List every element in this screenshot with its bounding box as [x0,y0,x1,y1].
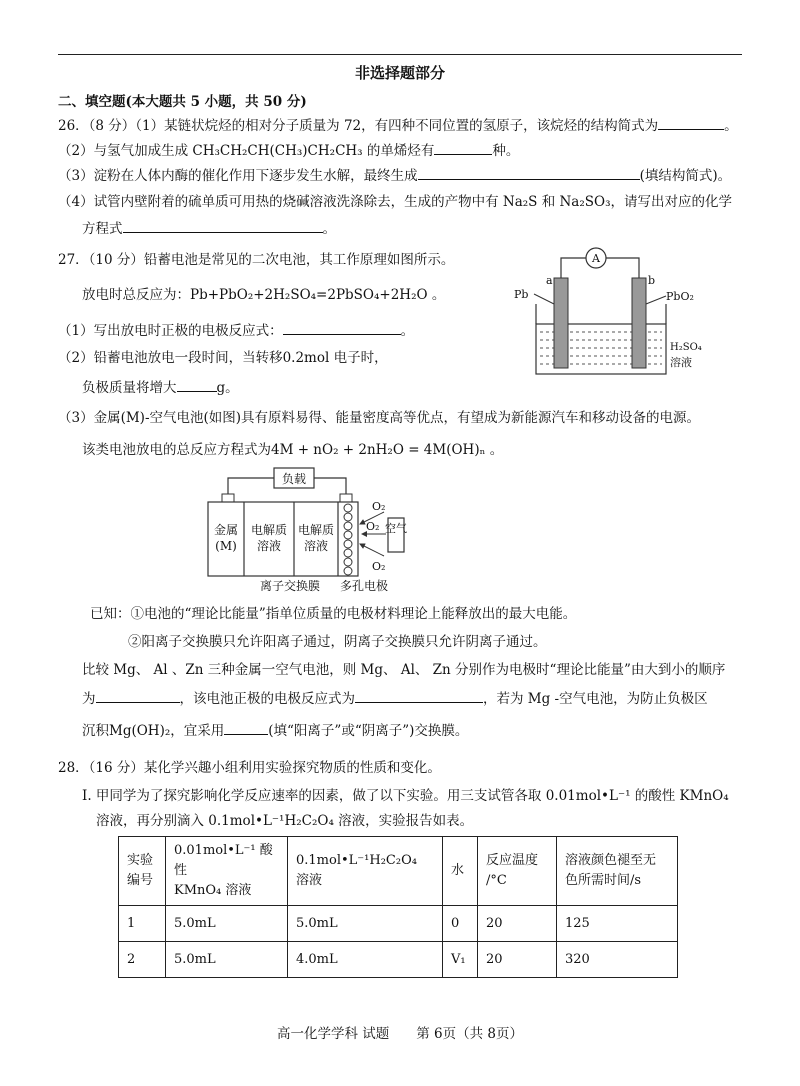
pb-electrode [554,278,568,368]
table-cell: 20 [478,942,557,978]
q27-reaction: 放电时总反应为：Pb+PbO₂+2H₂SO₄=2PbSO₄+2H₂O 。 [82,287,446,303]
table-cell: 4.0mL [288,942,443,978]
table-header-row [119,837,678,906]
q27-part1: （1）写出放电时正极的电极反应式： 。 [58,320,414,341]
table-cell: 5.0mL [166,906,288,942]
svg-text:H₂SO₄: H₂SO₄ [670,342,702,353]
q26-line3: （3）淀粉在人体内酶的催化作用下逐步发生水解，最终生成 (填结构简式)。 [58,165,731,186]
q28-intro: 28．（16 分）某化学兴趣小组利用实验探究物质的性质和变化。 [58,760,441,776]
top-rule [58,54,742,55]
q26-line1: 26．（8 分）（1）某链状烷烃的相对分子质量为 72，有四种不同位置的氢原子，该烷烃的结构简式为 。 [58,115,738,136]
q27-compare2: 为 ，该电池正极的电极反应式为 ，若为 Mg -空气电池，为防止负极区 [82,688,708,709]
table-cell: 5.0mL [288,906,443,942]
experiment-table [118,836,678,978]
q27-known1: 已知：①电池的“理论比能量”指单位质量的电极材料理论上能释放出的最大电能。 [90,606,577,622]
q27-part3: （3）金属(M)-空气电池(如图)具有原料易得、能量密度高等优点，有望成为新能源汽车和移动设备的电源。 [58,410,701,426]
svg-text:b: b [648,274,656,287]
table-cell: 20 [478,906,557,942]
table-header: 0.1mol•L⁻¹H₂C₂O₄ 溶液 [288,837,443,906]
svg-text:空气: 空气 [385,522,407,535]
table-header: 0.01mol•L⁻¹ 酸性 KMnO₄ 溶液 [166,837,288,906]
svg-text:电解质: 电解质 [297,523,335,537]
pbo2-electrode [632,278,646,368]
table-cell: 5.0mL [166,942,288,978]
table-header: 溶液颜色褪至无 色所需时间/s [557,837,678,906]
q27-part3-eq: 该类电池放电的总反应方程式为4M + nO₂ + 2nH₂O = 4M(OH)ₙ 。 [82,442,504,458]
table-cell: 2 [119,942,166,978]
svg-text:电解质: 电解质 [250,523,288,537]
svg-text:离子交换膜: 离子交换膜 [260,579,321,593]
svg-text:PbO₂: PbO₂ [666,290,694,303]
svg-text:Pb: Pb [514,288,529,301]
table-cell: V₁ [443,942,478,978]
svg-text:(M): (M) [215,539,237,553]
table-header: 实验 编号 [119,837,166,906]
q26-line5: 方程式 。 [82,218,336,239]
q27-part2: （2）铅蓄电池放电一段时间，当转移0.2mol 电子时， [58,350,388,366]
q28-i-line2: 溶液，再分别滴入 0.1mol•L⁻¹H₂C₂O₄ 溶液，实验报告如表。 [96,813,474,829]
q26-line2: （2）与氢气加成生成 CH₃CH₂CH(CH₃)CH₂CH₃ 的单烯烃有 种。 [58,140,519,161]
svg-text:金属: 金属 [213,523,239,537]
section-title: 非选择题部分 [354,64,445,82]
table-row [119,906,678,942]
q27-intro: 27．（10 分）铅蓄电池是常见的二次电池，其工作原理如图所示。 [58,252,455,268]
table-cell: 1 [119,906,166,942]
svg-text:a: a [546,274,553,287]
svg-text:负载: 负载 [281,472,307,486]
svg-text:O₂: O₂ [372,560,386,573]
q27-part2-b: 负极质量将增大 g。 [82,377,239,398]
table-cell: 320 [557,942,678,978]
svg-text:A: A [592,252,600,265]
q28-i-line1: I. 甲同学为了探究影响化学反应速率的因素，做了以下实验。用三支试管各取 0.01mol•L⁻¹ 的酸性 KMnO₄ [82,788,729,804]
q27-compare1: 比较 Mg、 Al 、Zn 三种金属一空气电池，则 Mg、 Al、 Zn 分别作为电极时“理论比能量”由大到小的顺序 [82,662,726,678]
svg-text:溶液: 溶液 [670,356,692,369]
lead-battery-figure [510,244,710,380]
svg-text:溶液: 溶液 [256,539,282,553]
table-row [119,942,678,978]
svg-text:O₂: O₂ [372,500,386,513]
page-footer: 高一化学学科 试题 第 6页（共 8页） [276,1026,524,1042]
table-cell: 0 [443,906,478,942]
part-heading: 二、填空题(本大题共 5 小题，共 50 分) [58,94,307,110]
q27-known2: ②阳离子交换膜只允许阳离子通过，阴离子交换膜只允许阴离子通过。 [128,634,547,650]
table-cell: 125 [557,906,678,942]
table-header: 反应温度 /°C [478,837,557,906]
q26-line4: （4）试管内壁附着的硫单质可用热的烧碱溶液洗涤除去，生成的产物中有 Na₂S 和 Na₂SO₃，请写出对应的化学 [58,194,732,210]
svg-text:多孔电极: 多孔电极 [340,579,389,593]
table-header: 水 [443,837,478,906]
svg-text:O₂: O₂ [366,520,380,533]
svg-text:溶液: 溶液 [303,539,329,553]
metal-air-battery-figure [200,466,430,596]
q27-compare3: 沉积Mg(OH)₂，宜采用 (填“阳离子”或“阴离子”)交换膜。 [82,720,468,741]
